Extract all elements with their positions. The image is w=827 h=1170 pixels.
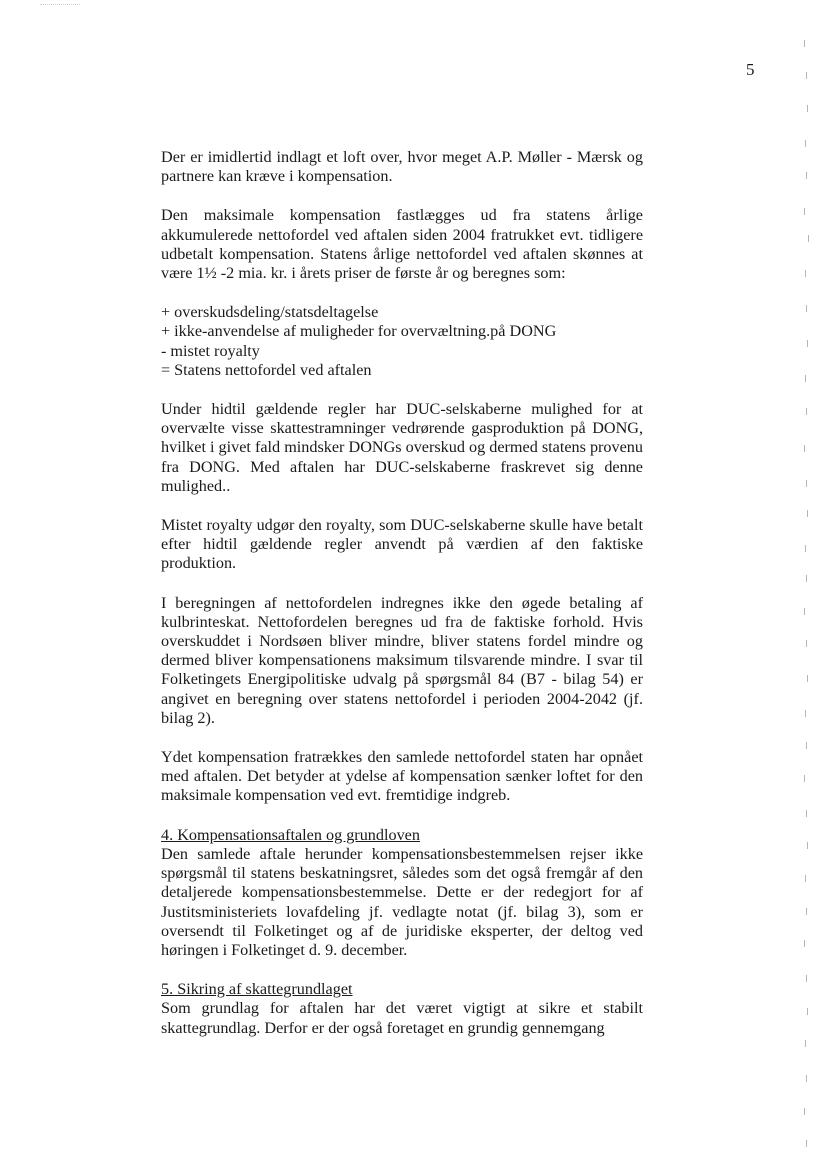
calculation-list <box>161 303 643 380</box>
list-item: - mistet royalty <box>161 341 260 360</box>
paragraph-ydet-kompensation: Ydet kompensation fratrækkes den samlede nettofordel staten har opnået med aftalen. Det betyder at ydelse af kompensation sænker loftet for den maksimale kompensation ved evt. fremtidige indgreb. <box>161 748 643 805</box>
document-body <box>161 148 643 1058</box>
section-body-grundloven: Den samlede aftale herunder kompensationsbestemmelsen rejser ikke spørgsmål til statens beskatningsret, således som det også fremgår af den detaljerede kompensationsbestemmelse. Dette er der redegjort for af Justitsministeriets lovafdeling jf. vedlagte notat (jf. bilag 3), som er oversendt til Folketinget og af de juridiske eksperter, der deltog ved høringen i Folketinget d. 9. december. <box>161 844 643 959</box>
section-body-skattegrundlaget: Som grundlag for aftalen har det været vigtigt at sikre et stabilt skattegrundlag. Derfor er der også foretaget en grundig gennemgang <box>161 999 643 1037</box>
list-item: + overskudsdeling/statsdeltagelse <box>161 303 379 322</box>
scan-artifact <box>40 4 80 7</box>
paragraph-max-compensation: Den maksimale kompensation fastlægges ud fra statens årlige akkumulerede nettofordel ved aftalen siden 2004 fratrukket evt. tidligere udbetalt kompensation. Statens årlige nettofordel ved aftalen skønnes at være 1½ -2 mia. kr. i årets priser de første år og beregnes som: <box>161 206 643 283</box>
page-number: 5 <box>746 60 755 79</box>
section-heading-skattegrundlaget: 5. Sikring af skattegrundlaget <box>161 980 353 999</box>
paragraph-mistet-royalty: Mistet royalty udgør den royalty, som DUC-selskaberne skulle have betalt efter hidtil gældende regler anvendt på værdien af den faktiske produktion. <box>161 516 643 573</box>
section-heading-grundloven: 4. Kompensationsaftalen og grundloven <box>161 825 420 844</box>
paragraph-nettofordel: I beregningen af nettofordelen indregnes ikke den øgede betaling af kulbrinteskat. Nettofordelen beregnes ud fra de faktiske forhold. Hvis overskuddet i Nordsøen bliver mindre, bliver statens fordel mindre og dermed bliver kompensationens maksimum tilsvarende mindre. I svar til Folketingets Energipolitiske udvalg på spørgsmål 84 (B7 - bilag 54) er angivet en beregning over statens nettofordel i perioden 2004-2042 (jf. bilag 2). <box>161 593 643 727</box>
list-item: = Statens nettofordel ved aftalen <box>161 360 372 379</box>
paragraph-overvaeltning: Under hidtil gældende regler har DUC-selskaberne mulighed for at overvælte visse skattestramninger vedrørende gasproduktion på DONG, hvilket i givet fald mindsker DONGs overskud og dermed statens provenu fra DONG. Med aftalen har DUC-selskaberne fraskrevet sig denne mulighed.. <box>161 400 643 495</box>
paragraph-compensation-cap: Der er imidlertid indlagt et loft over, hvor meget A.P. Møller - Mærsk og partnere kan kræve i kompensation. <box>161 148 643 186</box>
list-item: + ikke-anvendelse af muligheder for overvæltning.på DONG <box>161 322 557 341</box>
scan-margin-marks <box>800 30 824 1160</box>
